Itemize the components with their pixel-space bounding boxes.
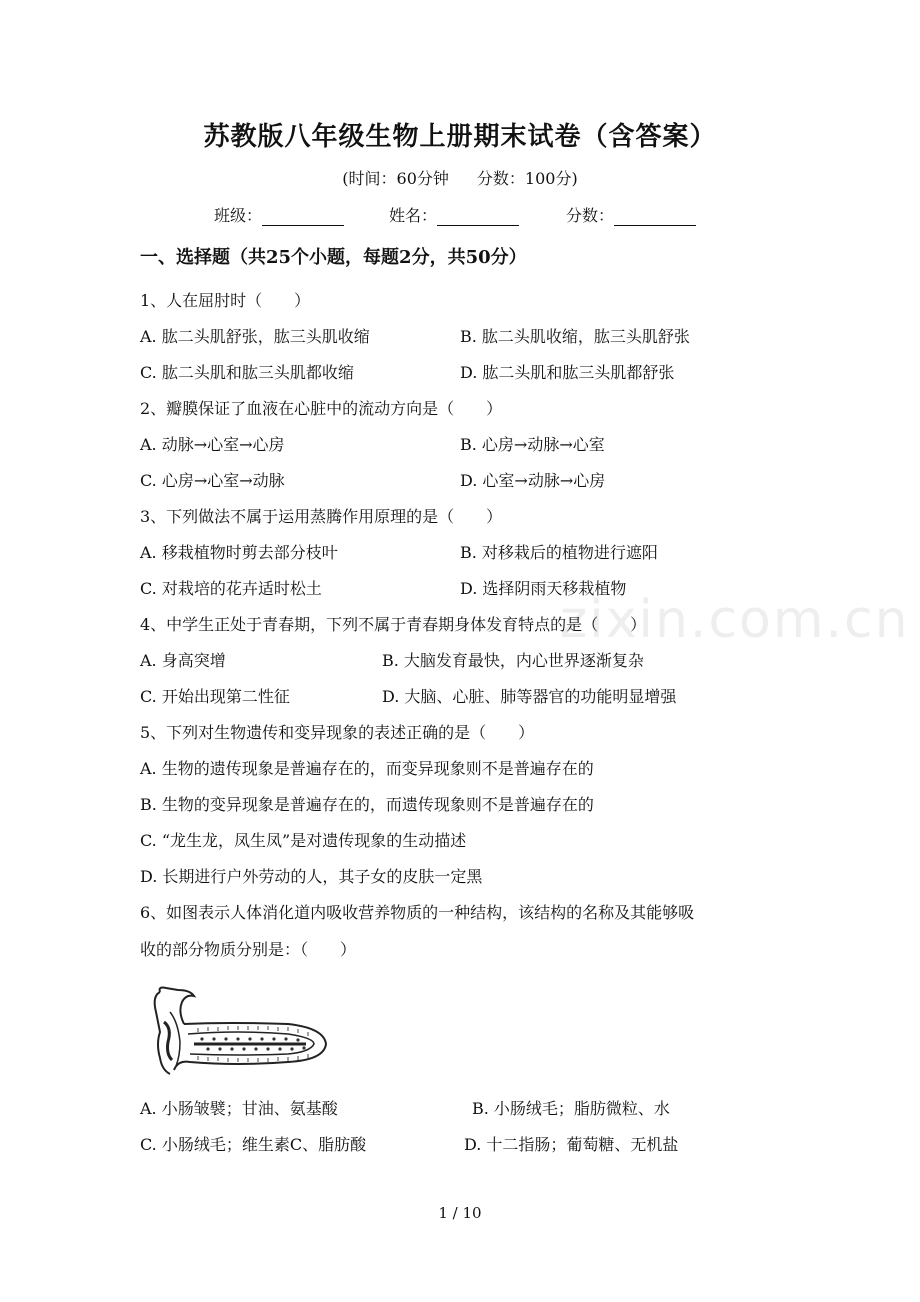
class-field <box>214 203 344 226</box>
class-label: 班级： <box>214 206 263 225</box>
question-stem: 4、中学生正处于青春期，下列不属于青春期身体发育特点的是（ ） <box>140 615 647 634</box>
score-label: 分数： <box>566 206 615 225</box>
option-a: A. 身高突增 <box>140 651 226 670</box>
option-a: A. 移栽植物时剪去部分枝叶 <box>140 543 338 562</box>
page-number: 1 / 10 <box>438 1204 482 1222</box>
option-b: B. 心房→动脉→心室 <box>460 435 605 454</box>
option-b: B. 对移栽后的植物进行遮阳 <box>460 543 658 562</box>
option-a: A. 生物的遗传现象是普遍存在的，而变异现象则不是普遍存在的 <box>140 759 594 778</box>
name-blank[interactable] <box>437 208 519 226</box>
option-c: C. 肱二头肌和肱三头肌都收缩 <box>140 363 354 382</box>
option-c: C. 心房→心室→动脉 <box>140 471 285 490</box>
option-c: C. 对栽培的花卉适时松土 <box>140 579 322 598</box>
option-d: D. 选择阴雨天移栽植物 <box>460 579 627 598</box>
section-title: 一、选择题（共25个小题，每题2分，共50分） <box>140 247 527 268</box>
option-b: B. 生物的变异现象是普遍存在的，而遗传现象则不是普遍存在的 <box>140 795 594 814</box>
score-total-label: 分数：100分) <box>476 169 578 188</box>
option-c: C. 小肠绒毛；维生素C、脂肪酸 <box>140 1135 367 1154</box>
option-d: D. 心室→动脉→心房 <box>460 471 606 490</box>
score-field <box>566 203 696 226</box>
option-d: D. 肱二头肌和肱三头肌都舒张 <box>460 363 675 382</box>
question-stem: 2、瓣膜保证了血液在心脏中的流动方向是（ ） <box>140 399 503 418</box>
villus-diagram-icon <box>138 982 338 1082</box>
name-label: 姓名： <box>389 206 438 225</box>
watermark: zixin.com.cn <box>560 590 910 650</box>
question-stem: 1、人在屈肘时（ ） <box>140 291 311 310</box>
exam-subtitle <box>0 166 920 189</box>
option-d: D. 大脑、心脏、肺等器官的功能明显增强 <box>382 687 677 706</box>
option-b: B. 小肠绒毛；脂肪微粒、水 <box>472 1099 670 1118</box>
question-stem-line2: 收的部分物质分别是：（ ） <box>140 940 357 959</box>
option-a: A. 肱二头肌舒张，肱三头肌收缩 <box>140 327 370 346</box>
option-c: C. 开始出现第二性征 <box>140 687 290 706</box>
page-title: 苏教版八年级生物上册期末试卷（含答案） <box>203 122 717 152</box>
question-stem: 5、下列对生物遗传和变异现象的表述正确的是（ ） <box>140 723 535 742</box>
option-b: B. 大脑发育最快，内心世界逐渐复杂 <box>382 651 644 670</box>
question-stem-line1: 6、如图表示人体消化道内吸收营养物质的一种结构，该结构的名称及其能够吸 <box>140 903 695 922</box>
option-a: A. 小肠皱襞；甘油、氨基酸 <box>140 1099 338 1118</box>
option-d: D. 十二指肠；葡萄糖、无机盐 <box>464 1135 679 1154</box>
option-a: A. 动脉→心室→心房 <box>140 435 285 454</box>
option-c: C. “龙生龙，凤生凤”是对遗传现象的生动描述 <box>140 831 467 850</box>
time-label: (时间：60分钟 <box>342 169 449 188</box>
option-d: D. 长期进行户外劳动的人，其子女的皮肤一定黑 <box>140 867 483 886</box>
class-blank[interactable] <box>262 208 344 226</box>
score-blank[interactable] <box>614 208 696 226</box>
name-field <box>389 203 519 226</box>
question-stem: 3、下列做法不属于运用蒸腾作用原理的是（ ） <box>140 507 503 526</box>
option-b: B. 肱二头肌收缩，肱三头肌舒张 <box>460 327 690 346</box>
